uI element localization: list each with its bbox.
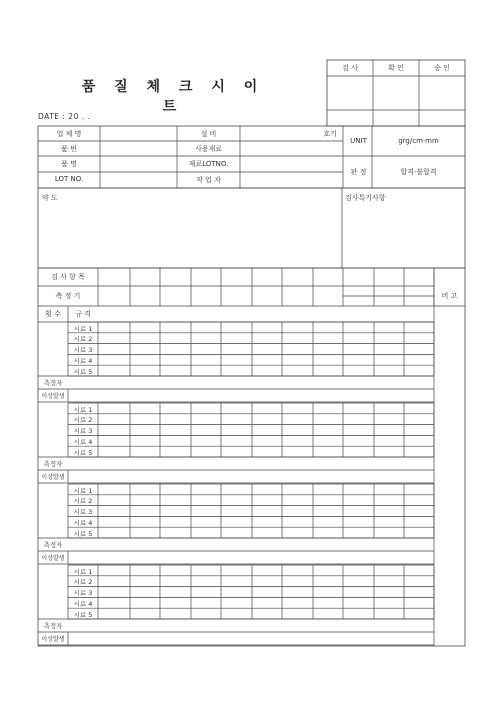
inspector-label-3: 측정자 bbox=[43, 622, 63, 630]
sample-label-2-4: 시료 5 bbox=[73, 529, 93, 538]
sample-label-3-0: 시료 1 bbox=[73, 567, 93, 576]
sketch-block bbox=[38, 188, 465, 268]
sample-label-1-4: 시료 5 bbox=[73, 448, 93, 457]
date-field[interactable]: DATE : 20 . . bbox=[38, 112, 91, 121]
sample-label-0-1: 시료 2 bbox=[73, 335, 93, 344]
inspection-items-label: 검 사 항 목 bbox=[51, 273, 85, 281]
sample-label-2-3: 시료 4 bbox=[73, 518, 93, 527]
anomaly-label-0: 이상발생 bbox=[41, 393, 65, 400]
anomaly-label-1: 이상발생 bbox=[41, 474, 65, 481]
anomaly-label-3: 이상발생 bbox=[41, 636, 65, 643]
judgement-label: 판 정 bbox=[350, 168, 367, 176]
unit-value: grg/cm·mm bbox=[398, 137, 439, 145]
material-used-label: 사용재료 bbox=[194, 145, 223, 153]
operator-label: 작 업 자 bbox=[196, 176, 221, 184]
sketch-label: 약 도 bbox=[42, 194, 58, 202]
sample-label-2-0: 시료 1 bbox=[73, 486, 93, 495]
inspector-label-0: 측정자 bbox=[43, 379, 63, 387]
material-lot-label: 재료LOTNO. bbox=[188, 160, 229, 168]
sample-label-3-4: 시료 5 bbox=[73, 610, 93, 619]
inspector-label-2: 측정자 bbox=[43, 541, 63, 549]
header-block bbox=[38, 126, 465, 188]
sample-label-0-4: 시료 5 bbox=[73, 367, 93, 376]
lot-no-label: LOT NO. bbox=[54, 175, 84, 183]
sample-label-3-2: 시료 3 bbox=[73, 589, 93, 598]
sample-label-0-0: 시료 1 bbox=[73, 324, 93, 333]
sample-label-0-2: 시료 3 bbox=[73, 346, 93, 355]
part-no-label: 품 번 bbox=[61, 145, 77, 153]
measuring-instrument-label: 측 정 기 bbox=[55, 292, 81, 300]
part-name-label: 품 명 bbox=[61, 160, 77, 168]
count-label: 횟 수 bbox=[45, 310, 61, 318]
sample-label-0-3: 시료 4 bbox=[73, 356, 93, 365]
sample-label-3-3: 시료 4 bbox=[73, 599, 93, 608]
sample-label-2-2: 시료 3 bbox=[73, 508, 93, 517]
sample-label-3-1: 시료 2 bbox=[73, 578, 93, 587]
judgement-value: 합격·불합격 bbox=[400, 168, 437, 176]
sample-label-1-3: 시료 4 bbox=[73, 437, 93, 446]
spec-label: 규 격 bbox=[75, 310, 91, 318]
anomaly-label-2: 이상발생 bbox=[41, 555, 65, 562]
sample-label-1-0: 시료 1 bbox=[73, 405, 93, 414]
unit-label: UNIT bbox=[350, 137, 367, 145]
approval-label-0: 검 사 bbox=[342, 64, 358, 72]
approval-label-2: 승 인 bbox=[434, 64, 450, 72]
sheet-title: 품 질 체 크 시 이 트 bbox=[81, 79, 265, 115]
special-notes-label: 검사특기사항 bbox=[345, 194, 386, 202]
equipment-label: 설 비 bbox=[200, 130, 217, 138]
inspector-label-1: 측정자 bbox=[43, 460, 63, 468]
unit-no-label: 호기 bbox=[323, 130, 337, 138]
company-label: 업 체 명 bbox=[56, 130, 82, 138]
remarks-label: 비 고 bbox=[441, 292, 458, 300]
approval-label-1: 확 인 bbox=[388, 64, 404, 72]
sample-label-1-2: 시료 3 bbox=[73, 427, 93, 436]
sample-label-2-1: 시료 2 bbox=[73, 497, 93, 506]
sample-label-1-1: 시료 2 bbox=[73, 416, 93, 425]
